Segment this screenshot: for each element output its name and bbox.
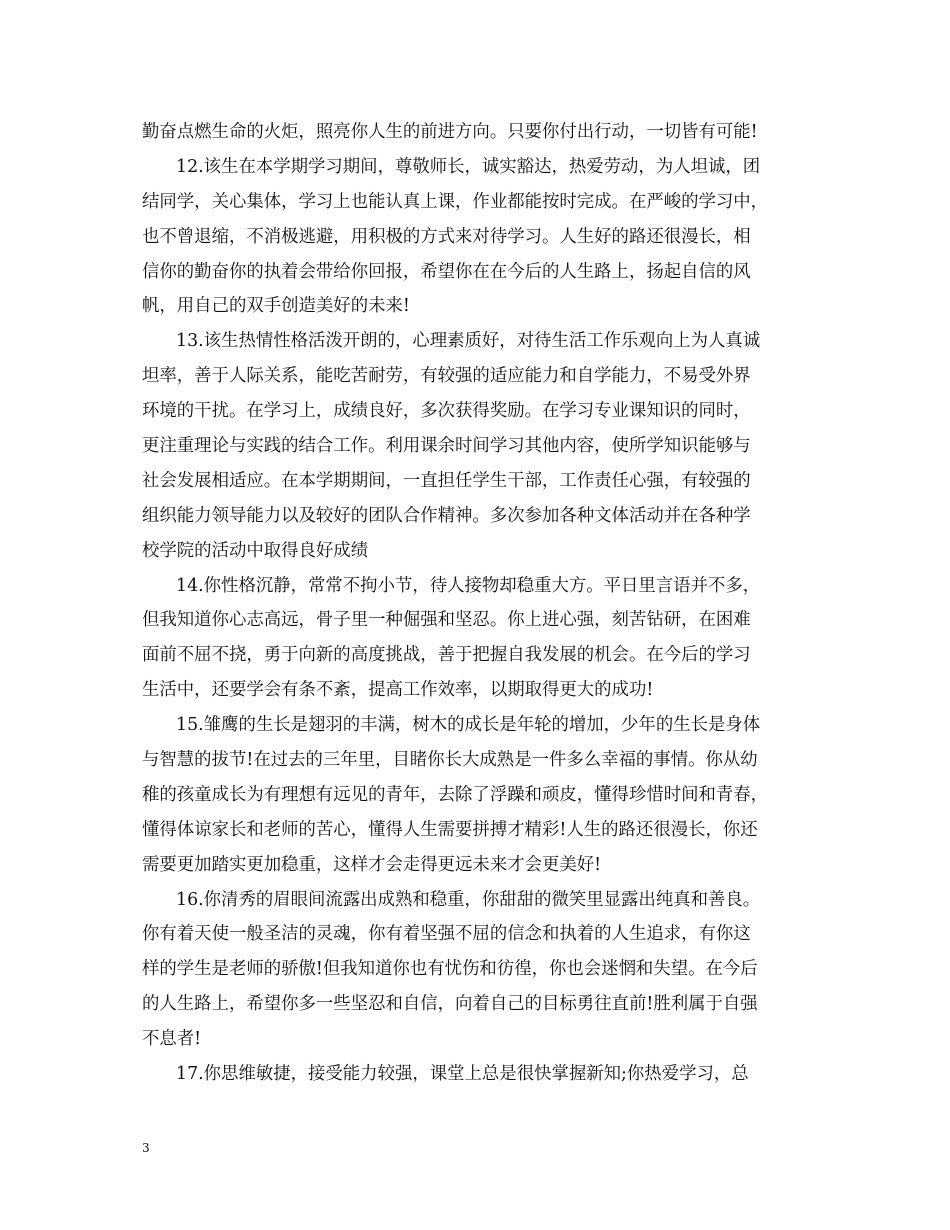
text-line: 15.雏鹰的生长是翅羽的丰满，树木的成长是年轮的增加，少年的生长是身体 <box>176 715 761 736</box>
text-line: 样的学生是老师的骄傲!但我知道你也有忧伤和彷徨，你也会迷惘和失望。在今后 <box>142 959 758 980</box>
text-line: 14.你性格沉静，常常不拘小节，待人接物却稳重大方。平日里言语并不多， <box>176 575 761 596</box>
text-line: 你有着天使一般圣洁的灵魂，你有着坚强不屈的信念和执着的人生追求，有你这 <box>142 924 751 945</box>
text-line: 更注重理论与实践的结合工作。利用课余时间学习其他内容，使所学知识能够与 <box>142 436 751 457</box>
text-line: 16.你清秀的眉眼间流露出成熟和稳重，你甜甜的微笑里显露出纯真和善良。 <box>176 889 761 910</box>
text-line: 信你的勤奋你的执着会带给你回报，希望你在在今后的人生路上，扬起自信的风 <box>142 261 751 282</box>
text-line: 也不曾退缩，不消极逃避，用积极的方式来对待学习。人生好的路还很漫长，相 <box>142 226 751 247</box>
text-line: 勤奋点燃生命的火炬，照亮你人生的前进方向。只要你付出行动，一切皆有可能! <box>142 122 758 142</box>
text-line: 社会发展相适应。在本学期期间，一直担任学生干部，工作责任心强，有较强的 <box>142 470 751 491</box>
text-line: 稚的孩童成长为有理想有远见的青年，去除了浮躁和顽皮，懂得珍惜时间和青春， <box>142 784 769 805</box>
text-line: 但我知道你心志高远，骨子里一种倔强和坚忍。你上进心强，刻苦钻研，在困难 <box>142 610 751 631</box>
text-line: 13.该生热情性格活泼开朗的，心理素质好，对待生活工作乐观向上为人真诚 <box>176 331 761 352</box>
text-line: 面前不屈不挠，勇于向新的高度挑战，善于把握自我发展的机会。在今后的学习 <box>142 645 751 666</box>
text-line: 与智慧的拔节!在过去的三年里，目睹你长大成熟是一件多么幸福的事情。你从幼 <box>142 750 758 771</box>
document-body <box>142 115 822 1092</box>
text-line: 的人生路上，希望你多一些坚忍和自信，向着自己的目标勇往直前!胜利属于自强 <box>142 994 758 1015</box>
page-number: 3 <box>142 1141 150 1155</box>
text-line: 校学院的活动中取得良好成绩 <box>142 540 369 561</box>
text-line: 坦率，善于人际关系，能吃苦耐劳，有较强的适应能力和自学能力，不易受外界 <box>142 366 751 387</box>
text-line: 组织能力领导能力以及较好的团队合作精神。多次参加各种文体活动并在各种学 <box>142 505 751 526</box>
text-line: 帆，用自己的双手创造美好的未来! <box>142 296 410 317</box>
text-line: 17.你思维敏捷，接受能力较强，课堂上总是很快掌握新知;你热爱学习，总 <box>176 1064 749 1085</box>
text-line: 结同学，关心集体，学习上也能认真上课，作业都能按时完成。在严峻的学习中， <box>142 191 769 212</box>
text-line: 不息者! <box>142 1029 202 1050</box>
text-line: 生活中，还要学会有条不紊，提高工作效率，以期取得更大的成功! <box>142 680 654 701</box>
text-line: 12.该生在本学期学习期间，尊敬师长，诚实豁达，热爱劳动，为人坦诚，团 <box>176 156 761 177</box>
text-line: 环境的干扰。在学习上，成绩良好，多次获得奖励。在学习专业课知识的同时， <box>142 401 751 422</box>
text-line: 需要更加踏实更加稳重，这样才会走得更远未来才会更美好! <box>142 854 602 875</box>
text-line: 懂得体谅家长和老师的苦心，懂得人生需要拼搏才精彩!人生的路还很漫长，你还 <box>142 819 758 840</box>
